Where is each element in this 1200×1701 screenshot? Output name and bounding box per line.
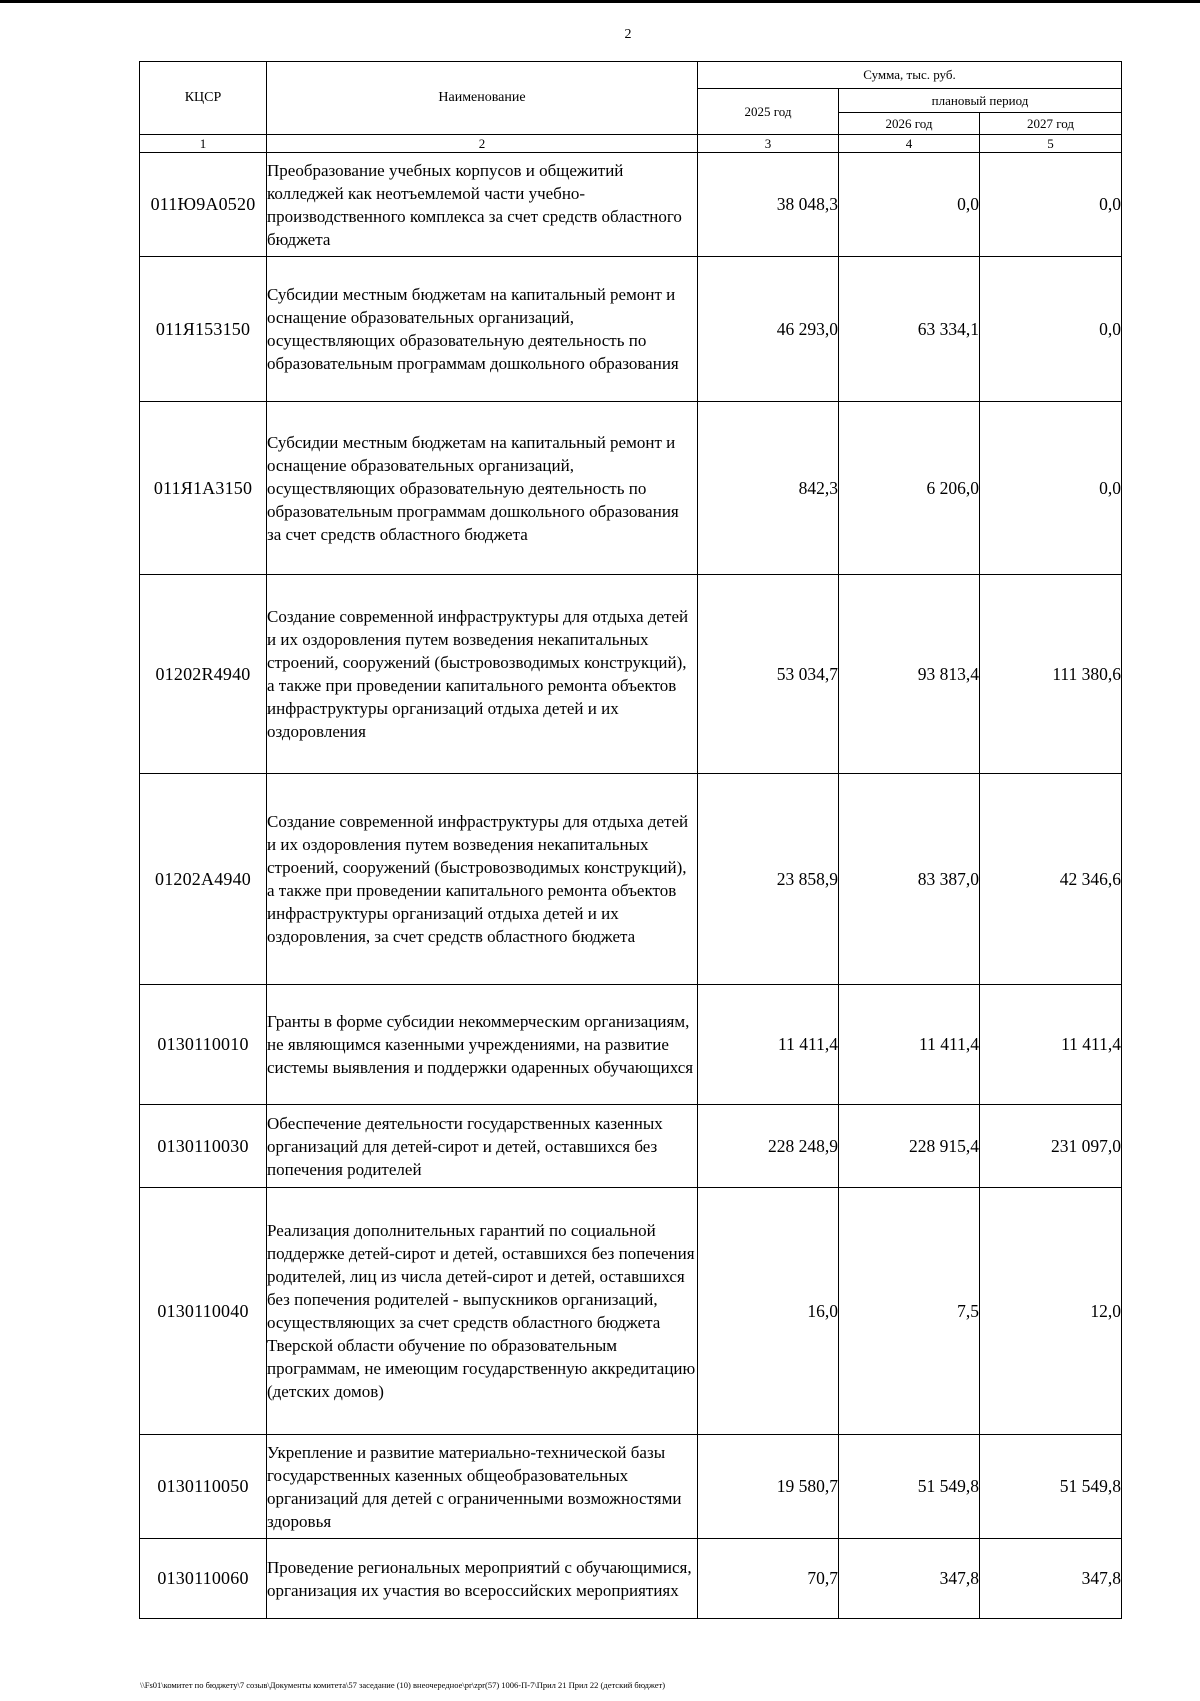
row-value-2025: 70,7 (698, 1539, 839, 1619)
row-value-2026: 347,8 (839, 1539, 980, 1619)
column-number: 3 (698, 135, 839, 153)
row-code: 01202R4940 (140, 575, 267, 774)
row-value-2027: 111 380,6 (980, 575, 1122, 774)
row-name: Преобразование учебных корпусов и общежитий колледжей как неотъемлемой части учебно-производственного комплекса за счет средств областного бюджета (267, 153, 698, 257)
row-code: 011Я1А3150 (140, 402, 267, 575)
table-row (140, 1435, 1122, 1539)
header-year-2026: 2026 год (839, 113, 980, 135)
row-value-2027: 0,0 (980, 153, 1122, 257)
row-name: Субсидии местным бюджетам на капитальный ремонт и оснащение образовательных организаций, осуществляющих образовательную деятельность по образовательным программам дошкольного образования за счет средств областного бюджета (267, 402, 698, 575)
row-code: 0130110040 (140, 1188, 267, 1435)
row-value-2025: 23 858,9 (698, 774, 839, 985)
table-row (140, 257, 1122, 402)
row-name: Создание современной инфраструктуры для отдыха детей и их оздоровления путем возведения некапитальных строений, сооружений (быстровозводимых конструкций), а также при проведении капитального ремонта объектов инфраструктуры организаций отдыха детей и их оздоровления (267, 575, 698, 774)
row-value-2027: 42 346,6 (980, 774, 1122, 985)
row-value-2027: 12,0 (980, 1188, 1122, 1435)
column-number: 5 (980, 135, 1122, 153)
row-name: Укрепление и развитие материально-технической базы государственных казенных общеобразовательных организаций для детей с ограниченными возможностями здоровья (267, 1435, 698, 1539)
table-row (140, 575, 1122, 774)
table-row (140, 1188, 1122, 1435)
page-top-border (0, 0, 1200, 3)
table-row (140, 985, 1122, 1105)
table-row (140, 1105, 1122, 1188)
row-value-2026: 0,0 (839, 153, 980, 257)
row-value-2025: 38 048,3 (698, 153, 839, 257)
row-value-2027: 0,0 (980, 402, 1122, 575)
row-name: Обеспечение деятельности государственных казенных организаций для детей-сирот и детей, оставшихся без попечения родителей (267, 1105, 698, 1188)
header-year-2025: 2025 год (698, 89, 839, 135)
header-sum: Сумма, тыс. руб. (698, 62, 1122, 89)
budget-table (139, 61, 1122, 1619)
header-planning-period: плановый период (839, 89, 1122, 113)
header-year-2027: 2027 год (980, 113, 1122, 135)
row-value-2027: 231 097,0 (980, 1105, 1122, 1188)
row-value-2025: 46 293,0 (698, 257, 839, 402)
row-code: 011Я153150 (140, 257, 267, 402)
page-number: 2 (624, 27, 632, 42)
column-number: 4 (839, 135, 980, 153)
row-name: Субсидии местным бюджетам на капитальный ремонт и оснащение образовательных организаций, осуществляющих образовательную деятельность по образовательным программам дошкольного образования (267, 257, 698, 402)
row-value-2025: 11 411,4 (698, 985, 839, 1105)
header-code: КЦСР (140, 62, 267, 135)
row-code: 0130110030 (140, 1105, 267, 1188)
row-value-2025: 842,3 (698, 402, 839, 575)
row-value-2027: 51 549,8 (980, 1435, 1122, 1539)
column-number: 1 (140, 135, 267, 153)
row-code: 0130110060 (140, 1539, 267, 1619)
row-value-2026: 11 411,4 (839, 985, 980, 1105)
row-code: 011Ю9А0520 (140, 153, 267, 257)
footer-file-path: \\Fs01\комитет по бюджету\7 созыв\Документы комитета\57 заседание (10) внеочередное\pr\zpr(57) 1006-П-7\Прил 21 Прил 22 (детский бюджет) (140, 1680, 666, 1690)
row-value-2026: 6 206,0 (839, 402, 980, 575)
row-name: Гранты в форме субсидии некоммерческим организациям, не являющимся казенными учреждениями, на развитие системы выявления и поддержки одаренных обучающихся (267, 985, 698, 1105)
table-row (140, 774, 1122, 985)
row-value-2026: 51 549,8 (839, 1435, 980, 1539)
row-name: Реализация дополнительных гарантий по социальной поддержке детей-сирот и детей, оставшихся без попечения родителей, лиц из числа детей-сирот и детей, оставшихся без попечения родителей - выпускников организаций, осуществляющих за счет средств областного бюджета Тверской области обучение по образовательным программам, не имеющим государственную аккредитацию (детских домов) (267, 1188, 698, 1435)
row-code: 01202А4940 (140, 774, 267, 985)
row-code: 0130110010 (140, 985, 267, 1105)
row-value-2025: 53 034,7 (698, 575, 839, 774)
row-value-2027: 11 411,4 (980, 985, 1122, 1105)
row-value-2025: 19 580,7 (698, 1435, 839, 1539)
row-value-2025: 228 248,9 (698, 1105, 839, 1188)
row-value-2026: 7,5 (839, 1188, 980, 1435)
table-row (140, 402, 1122, 575)
row-value-2026: 93 813,4 (839, 575, 980, 774)
row-name: Создание современной инфраструктуры для отдыха детей и их оздоровления путем возведения некапитальных строений, сооружений (быстровозводимых конструкций), а также при проведении капитального ремонта объектов инфраструктуры организаций отдыха детей и их оздоровления, за счет средств областного бюджета (267, 774, 698, 985)
row-value-2027: 0,0 (980, 257, 1122, 402)
row-value-2026: 83 387,0 (839, 774, 980, 985)
row-value-2026: 228 915,4 (839, 1105, 980, 1188)
table-row (140, 153, 1122, 257)
column-number: 2 (267, 135, 698, 153)
row-code: 0130110050 (140, 1435, 267, 1539)
table-row (140, 1539, 1122, 1619)
row-value-2027: 347,8 (980, 1539, 1122, 1619)
header-name: Наименование (267, 62, 698, 135)
row-name: Проведение региональных мероприятий с обучающимися, организация их участия во всероссийских мероприятиях (267, 1539, 698, 1619)
row-value-2025: 16,0 (698, 1188, 839, 1435)
row-value-2026: 63 334,1 (839, 257, 980, 402)
